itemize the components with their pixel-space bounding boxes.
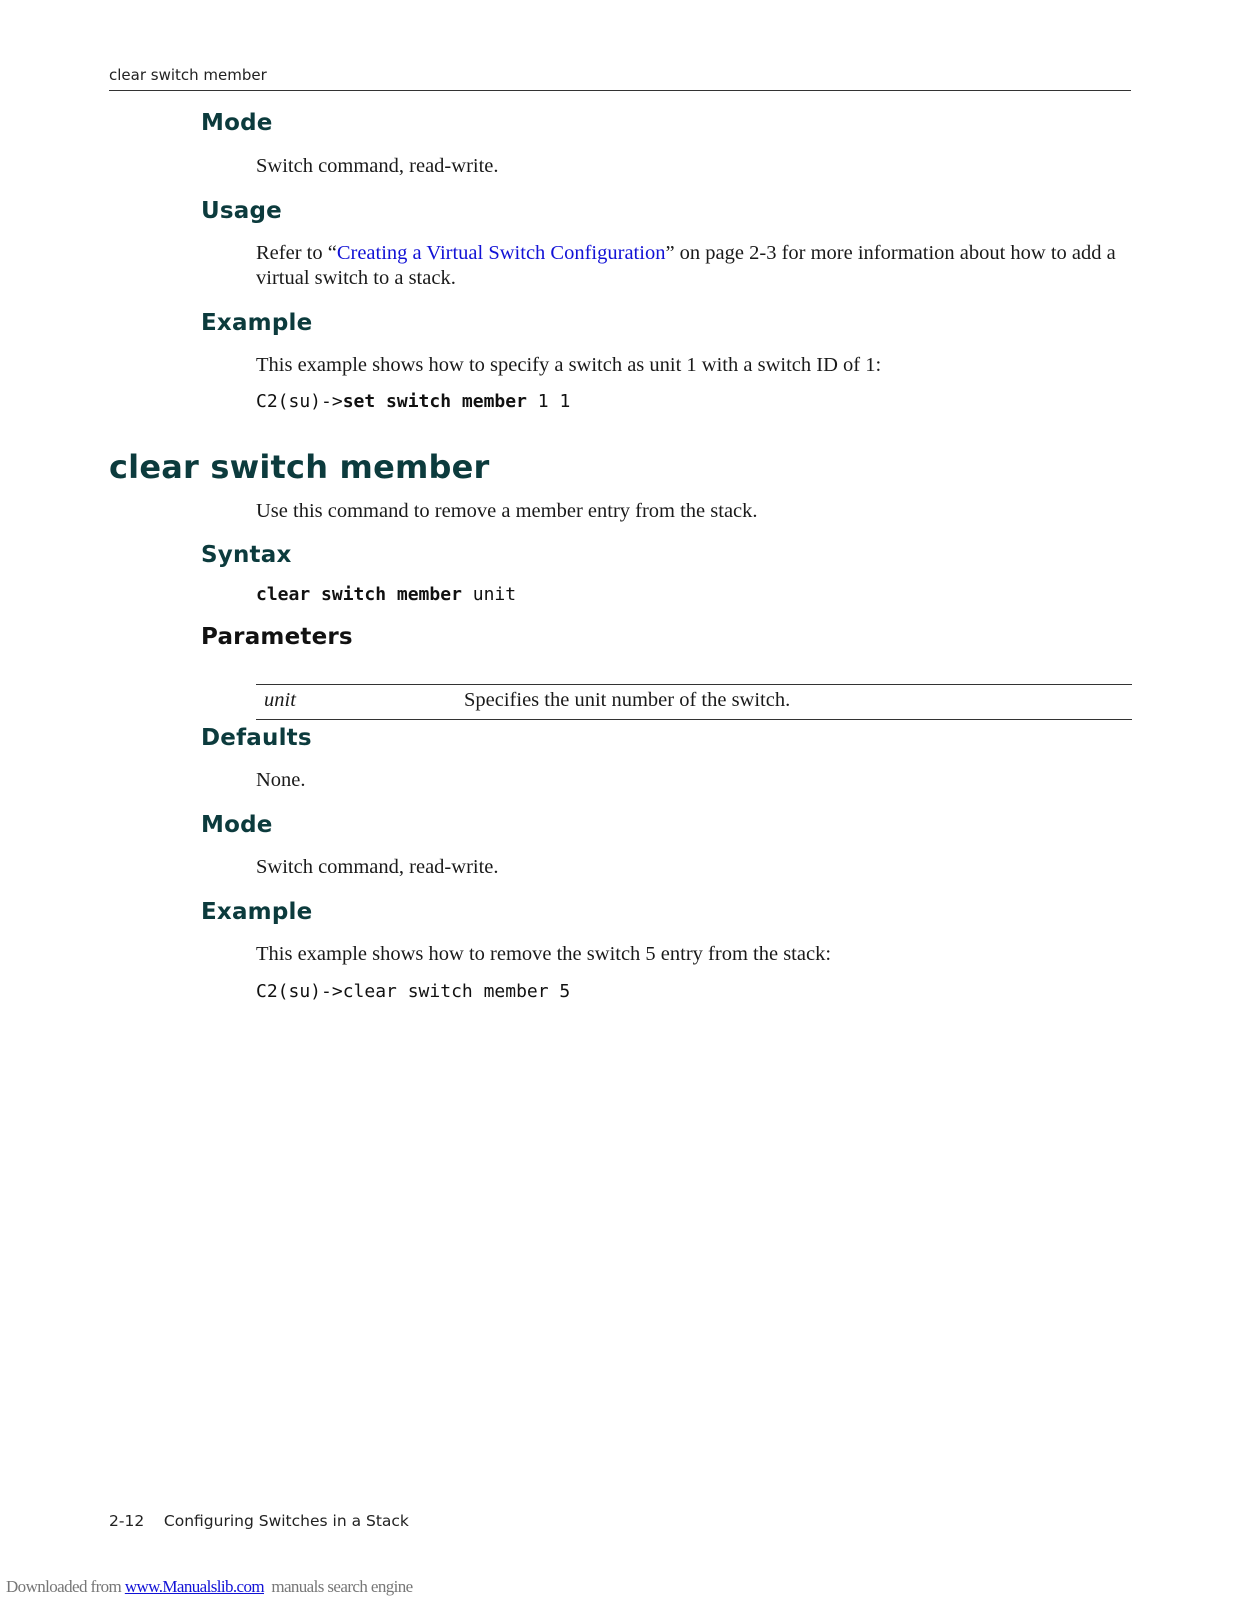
running-header: clear switch member [109,66,267,84]
example-heading: Example [201,310,313,336]
syntax-cmd: clear switch member [256,584,462,605]
defaults-heading: Defaults [201,725,312,751]
example-code-args: 1 1 [526,391,571,412]
chapter-title: Configuring Switches in a Stack [163,1512,409,1530]
example-text-2: This example shows how to remove the switch 5 entry from the stack: [256,943,832,965]
mode-text-2: Switch command, read-write. [256,856,499,878]
syntax-heading: Syntax [201,542,292,568]
page-number: 2-12 [109,1512,145,1530]
parameter-name: unit [264,689,296,711]
parameters-heading: Parameters [201,624,353,650]
example-text: This example shows how to specify a switch as unit 1 with a switch ID of 1: [256,354,882,376]
download-banner [6,1577,413,1597]
page-footer [109,1512,409,1530]
example-code-prompt: C2(su)-> [256,391,343,412]
example-code-cmd: set switch member [342,391,527,412]
usage-text [256,241,1136,291]
usage-suffix: ” on page 2-3 for more information about how to add a virtual switch to a stack. [256,242,1116,289]
download-suffix: manuals search engine [264,1577,413,1596]
mode-text: Switch command, read-write. [256,155,499,177]
usage-heading: Usage [201,198,282,224]
header-rule [109,90,1131,91]
example-code [256,391,570,412]
usage-link[interactable]: Creating a Virtual Switch Configuration [336,242,666,264]
syntax-code [256,584,516,605]
example-code-2: C2(su)->clear switch member 5 [256,981,571,1002]
parameters-table [256,684,1132,720]
command-description: Use this command to remove a member entry from the stack. [256,500,758,522]
download-prefix: Downloaded from [6,1577,125,1596]
manualslib-link[interactable]: www.Manualslib.com [124,1577,265,1596]
usage-prefix: Refer to “ [256,242,337,264]
example-heading-2: Example [201,899,313,925]
mode-heading: Mode [201,110,273,136]
syntax-arg: unit [461,584,517,605]
defaults-text: None. [256,769,306,791]
mode-heading-2: Mode [201,812,273,838]
parameter-description: Specifies the unit number of the switch. [464,689,791,711]
command-title: clear switch member [109,448,490,486]
